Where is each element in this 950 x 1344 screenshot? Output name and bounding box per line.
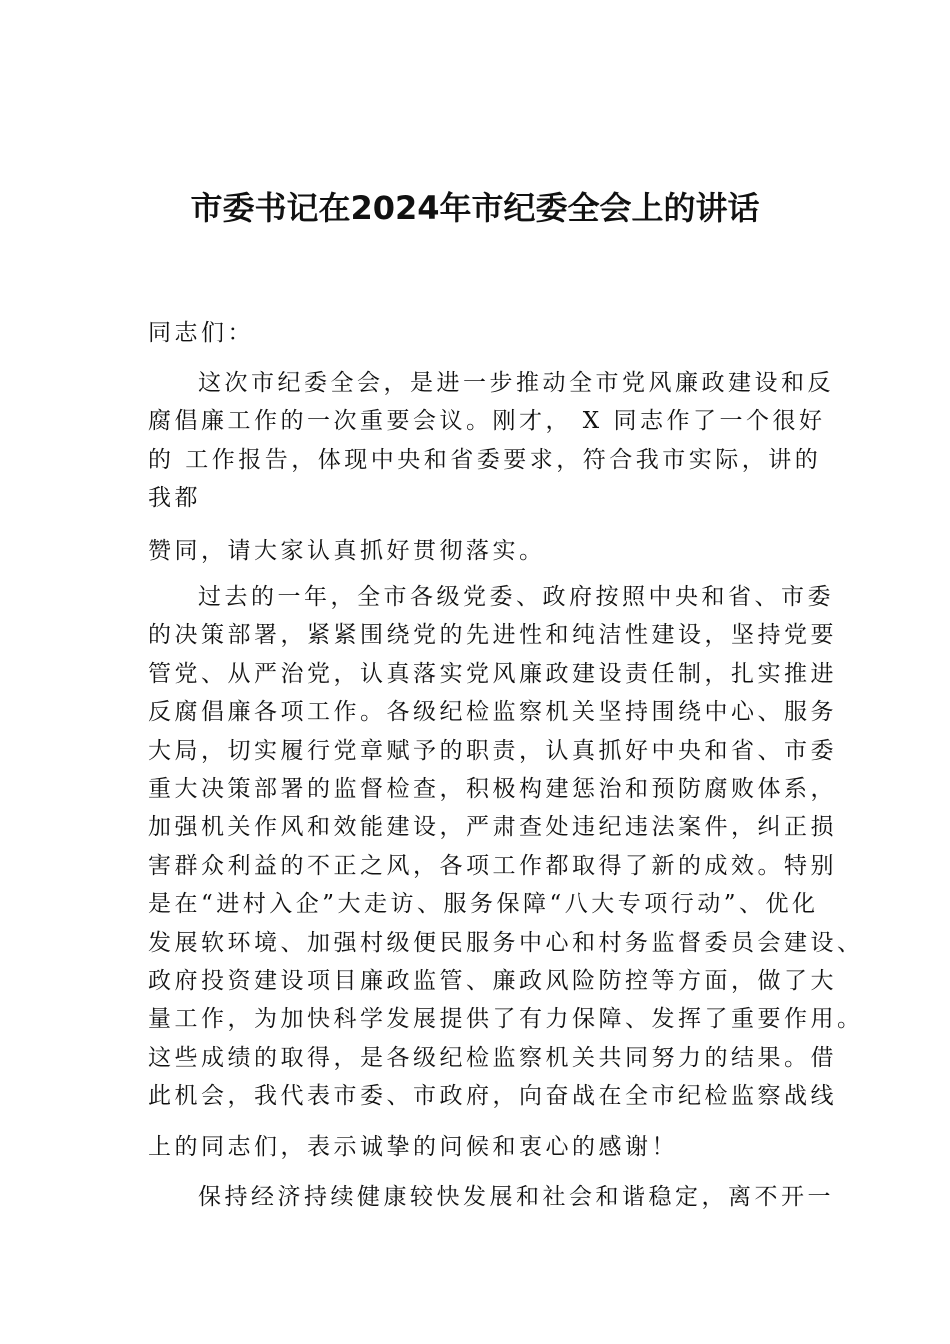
paragraph-line: 反腐倡廉各项工作。各级纪检监察机关坚持围绕中心、服务 [148, 699, 837, 726]
paragraph-2-tail: 上的同志们，表示诚挚的问候和衷心的感谢！ [148, 1134, 678, 1160]
paragraph-line: 发展软环境、加强村级便民服务中心和村务监督委员会建设、 [148, 929, 864, 956]
document-title: 市委书记在2024年市纪委全会上的讲话 [190, 189, 760, 227]
paragraph-2 [148, 578, 864, 1115]
paragraph-3 [148, 1178, 834, 1216]
paragraph-line: 此机会，我代表市委、市政府，向奋战在全市纪检监察战线 [148, 1083, 837, 1110]
paragraph-line: 这些成绩的取得，是各级纪检监察机关共同努力的结果。借 [148, 1044, 837, 1071]
paragraph-line: 保持经济持续健康较快发展和社会和谐稳定，离不开一 [198, 1184, 834, 1210]
paragraph-line: 过去的一年，全市各级党委、政府按照中央和省、市委 [198, 584, 834, 610]
paragraph-line: 重大决策部署的监督检查，积极构建惩治和预防腐败体系， [148, 775, 837, 802]
salutation: 同志们： [148, 320, 254, 346]
paragraph-line: 管党、从严治党，认真落实党风廉政建设责任制，扎实推进 [148, 660, 837, 687]
paragraph-1-tail: 赞同，请大家认真抓好贯彻落实。 [148, 538, 546, 564]
paragraph-line: 这次市纪委全会，是进一步推动全市党风廉政建设和反 [198, 370, 834, 396]
paragraph-line: 的 工作报告，体现中央和省委要求，符合我市实际，讲的 [148, 446, 822, 473]
paragraph-1 [148, 364, 834, 518]
paragraph-line: 大局，切实履行党章赋予的职责，认真抓好中央和省、市委 [148, 737, 837, 764]
paragraph-line: 是在“进村入企”大走访、服务保障“八大专项行动”、优化 [148, 891, 819, 918]
paragraph-line: 的决策部署，紧紧围绕党的先进性和纯洁性建设，坚持党要 [148, 622, 837, 649]
paragraph-line: 腐倡廉工作的一次重要会议。刚才， X 同志作了一个很好 [148, 408, 826, 435]
paragraph-line: 政府投资建设项目廉政监管、廉政风险防控等方面，做了大 [148, 967, 837, 994]
paragraph-line: 加强机关作风和效能建设，严肃查处违纪违法案件，纠正损 [148, 814, 837, 841]
paragraph-line: 我都 [148, 485, 201, 512]
paragraph-line: 害群众利益的不正之风，各项工作都取得了新的成效。特别 [148, 852, 837, 879]
paragraph-line: 量工作，为加快科学发展提供了有力保障、发挥了重要作用。 [148, 1006, 864, 1033]
